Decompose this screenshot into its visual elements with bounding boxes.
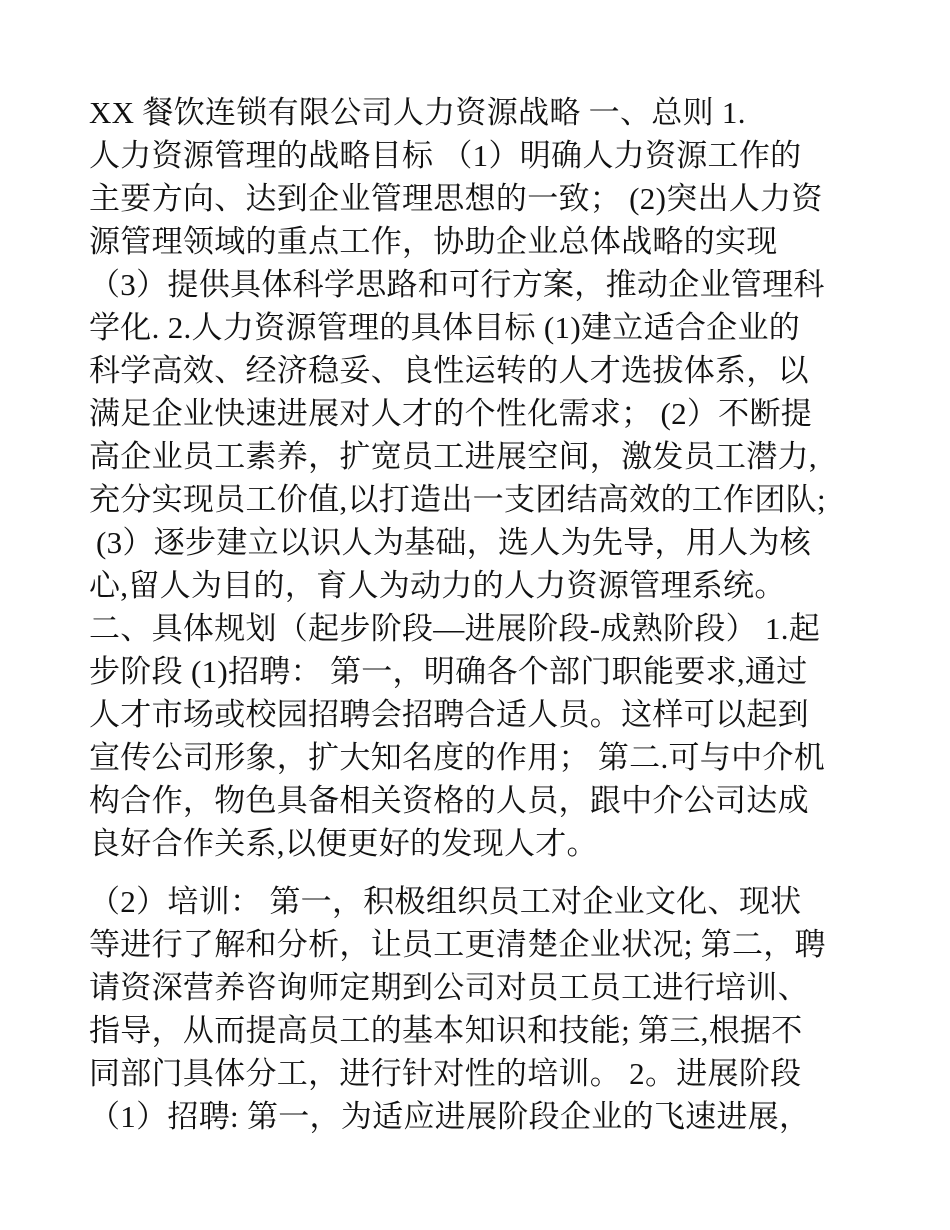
text-line-11: (3）逐步建立以识人为基础，选人为先导，用人为核 (96, 525, 812, 560)
text-line-16: 宣传公司形象，扩大知名度的作用； 第二.可与中介机 (89, 740, 825, 775)
text-line-14: 步阶段 (1)招聘： 第一，明确各个部门职能要求,通过 (89, 654, 808, 689)
text-line-13: 二、具体规划（起步阶段—进展阶段-成熟阶段） 1.起 (89, 611, 821, 646)
text-line-19: （2）培训： 第一，积极组织员工对企业文化、现状 (89, 884, 802, 919)
text-line-4: 源管理领域的重点工作，协助企业总体战略的实现 (89, 224, 778, 259)
text-line-12: 心,留人为目的，育人为动力的人力资源管理系统。 (89, 568, 786, 603)
text-line-3: 主要方向、达到企业管理思想的一致； (2)突出人力资 (89, 181, 823, 216)
text-line-18: 良好合作关系,以便更好的发现人才。 (89, 826, 598, 861)
text-line-1: XX 餐饮连锁有限公司人力资源战略 一、总则 1. (89, 95, 746, 130)
text-line-6: 学化. 2.人力资源管理的具体目标 (1)建立适合企业的 (89, 310, 801, 345)
text-line-2: 人力资源管理的战略目标 （1）明确人力资源工作的 (89, 138, 802, 173)
text-line-24: （1）招聘: 第一，为适应进展阶段企业的飞速进展， (89, 1099, 811, 1134)
text-line-7: 科学高效、经济稳妥、良性运转的人才选拔体系，以 (89, 353, 809, 388)
text-line-17: 构合作，物色具备相关资格的人员，跟中介公司达成 (89, 783, 809, 818)
text-line-23: 同部门具体分工，进行针对性的培训。 2。进展阶段 (89, 1056, 802, 1091)
text-line-20: 等进行了解和分析，让员工更清楚企业状况; 第二，聘 (89, 927, 826, 962)
text-line-21: 请资深营养咨询师定期到公司对员工员工进行培训、 (89, 970, 809, 1005)
text-line-5: （3）提供具体科学思路和可行方案，推动企业管理科 (89, 267, 825, 302)
text-line-22: 指导，从而提高员工的基本知识和技能; 第三,根据不 (89, 1013, 803, 1048)
text-line-10: 充分实现员工价值,以打造出一支团结高效的工作团队; (89, 482, 826, 517)
text-line-15: 人才市场或校园招聘会招聘合适人员。这样可以起到 (89, 697, 809, 732)
text-line-9: 高企业员工素养，扩宽员工进展空间，激发员工潜力, (89, 439, 817, 474)
text-line-8: 满足企业快速进展对人才的个性化需求； (2）不断提 (89, 396, 813, 431)
